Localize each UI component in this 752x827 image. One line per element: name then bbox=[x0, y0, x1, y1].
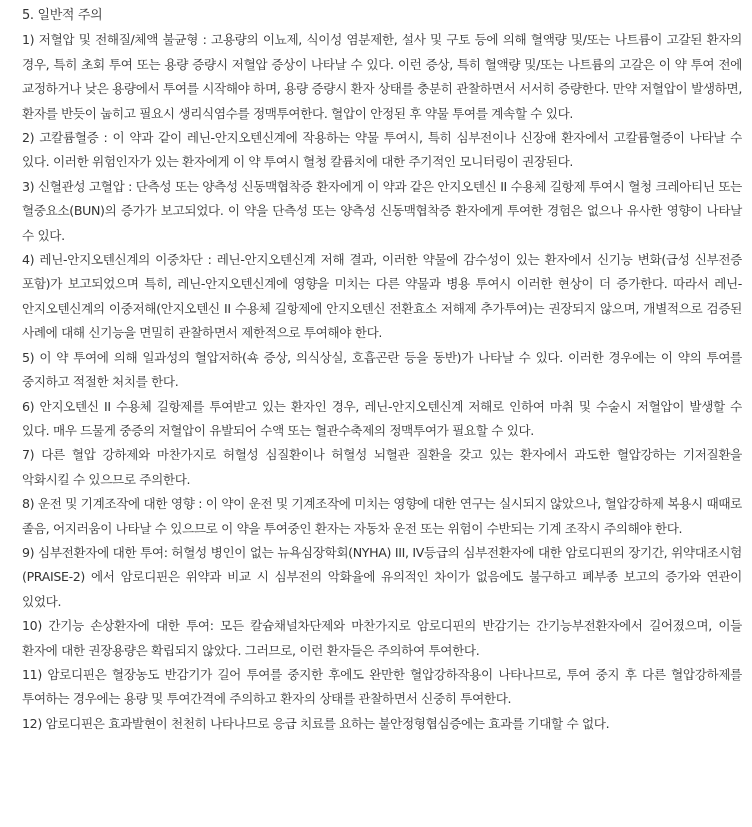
precaution-item-7: 7) 다른 혈압 강하제와 마찬가지로 허혈성 심질환이나 허혈성 뇌혈관 질환을 갖고 있는 환자에서 과도한 혈압강하는 기저질환을 악화시킬 수 있으므로 주의한다. bbox=[22, 447, 742, 487]
precaution-item-1: 1) 저혈압 및 전해질/체액 불균형 : 고용량의 이뇨제, 식이성 염분제한, 설사 및 구토 등에 의해 혈액량 및/또는 나트륨이 고갈된 환자의 경우, 특히 초회 투여 또는 용량 증량시 저혈압 증상이 나타날 수 있다. 이런 증상, 특히 혈액량 및/또는 나트륨의 고갈은 이 약 투여 전에 교정하거나 낮은 용량에서 투여를 시작해야 하며, 용량 증량시 환자 상태를 충분히 관찰하면서 서서히 증량한다. 만약 저혈압이 발생하면, 환자를 반듯이 눕히고 필요시 생리식염수를 정맥투여한다. 혈압이 안정된 후 약물 투여를 계속할 수 있다. bbox=[22, 32, 742, 121]
precaution-item-9: 9) 심부전환자에 대한 투여: 허혈성 병인이 없는 뉴욕심장학회(NYHA) III, IV등급의 심부전환자에 대한 암로디핀의 장기간, 위약대조시험 (PRAISE-2) 에서 암로디핀은 위약과 비교 시 심부전의 악화율에 유의적인 차이가 없음에도 불구하고 폐부종 보고의 증가와 연관이 있었다. bbox=[22, 544, 742, 609]
precaution-item-12: 12) 암로디핀은 효과발현이 천천히 나타나므로 응급 치료를 요하는 불안정형협심증에는 효과를 기대할 수 없다. bbox=[22, 715, 610, 731]
precaution-item-4: 4) 레닌-안지오텐신계의 이중차단 : 레닌-안지오텐신계 저해 결과, 이러한 약물에 감수성이 있는 환자에서 신기능 변화(급성 신부전증 포함)가 보고되었으며 특히, 레닌-안지오텐신계에 영향을 미치는 다른 약물과 병용 투여시 이러한 현상이 더 증가한다. 따라서 레닌-안지오텐신계의 이중저해(안지오텐신 II 수용체 길항제에 안지오텐신 전환효소 저해제 추가투여)는 권장되지 않으며, 개별적으로 검증된 사례에 대해 신기능을 면밀히 관찰하면서 제한적으로 투여해야 한다. bbox=[22, 252, 742, 341]
precaution-item-10: 10) 간기능 손상환자에 대한 투여: 모든 칼슘채널차단제와 마찬가지로 암로디핀의 반감기는 간기능부전환자에서 길어졌으며, 이들 환자에 대한 권장용량은 확립되지 않았다. 그러므로, 이런 환자들은 주의하여 투여한다. bbox=[22, 618, 742, 658]
precaution-item-6: 6) 안지오텐신 II 수용체 길항제를 투여받고 있는 환자인 경우, 레닌-안지오텐신계 저해로 인하여 마취 및 수술시 저혈압이 발생할 수 있다. 매우 드물게 중증의 저혈압이 유발되어 수액 또는 혈관수축제의 정맥투여가 필요할 수 있다. bbox=[22, 398, 742, 438]
precaution-item-11: 11) 암로디핀은 혈장농도 반감기가 길어 투여를 중지한 후에도 완만한 혈압강하작용이 나타나므로, 투여 중지 후 다른 혈압강하제를 투여하는 경우에는 용량 및 투여간격에 주의하고 환자의 상태를 관찰하면서 신중히 투여한다. bbox=[22, 666, 742, 707]
precaution-item-2: 2) 고칼륨혈증 : 이 약과 같이 레닌-안지오텐신계에 작용하는 약물 투여시, 특히 심부전이나 신장애 환자에서 고칼륨혈증이 나타날 수 있다. 이러한 위험인자가 있는 환자에게 이 약 투여시 혈청 칼륨치에 대한 주기적인 모니터링이 권장된다. bbox=[22, 130, 742, 170]
precaution-item-8: 8) 운전 및 기계조작에 대한 영향 : 이 약이 운전 및 기계조작에 미치는 영향에 대한 연구는 실시되지 않았으나, 혈압강하제 복용시 때때로 졸음, 어지러움이 나타날 수 있으므로 이 약을 투여중인 환자는 자동차 운전 또는 위험이 수반되는 기계 조작시 주의해야 한다. bbox=[22, 496, 742, 536]
section-heading: 5. 일반적 주의 bbox=[22, 8, 103, 23]
precaution-item-5: 5) 이 약 투여에 의해 일과성의 혈압저하(쇽 증상, 의식상실, 호흡곤란 등을 동반)가 나타날 수 있다. 이러한 경우에는 이 약의 투여를 중지하고 적절한 처치를 한다. bbox=[22, 349, 742, 390]
precaution-item-3: 3) 신혈관성 고혈압 : 단측성 또는 양측성 신동맥협착증 환자에게 이 약과 같은 안지오텐신 II 수용체 길항제 투여시 혈청 크레아티닌 또는 혈중요소(BUN)의 증가가 보고되었다. 이 약을 단측성 또는 양측성 신동맥협착증 환자에게 투여한 경험은 없으나 유사한 영향이 나타날 수 있다. bbox=[22, 178, 742, 243]
